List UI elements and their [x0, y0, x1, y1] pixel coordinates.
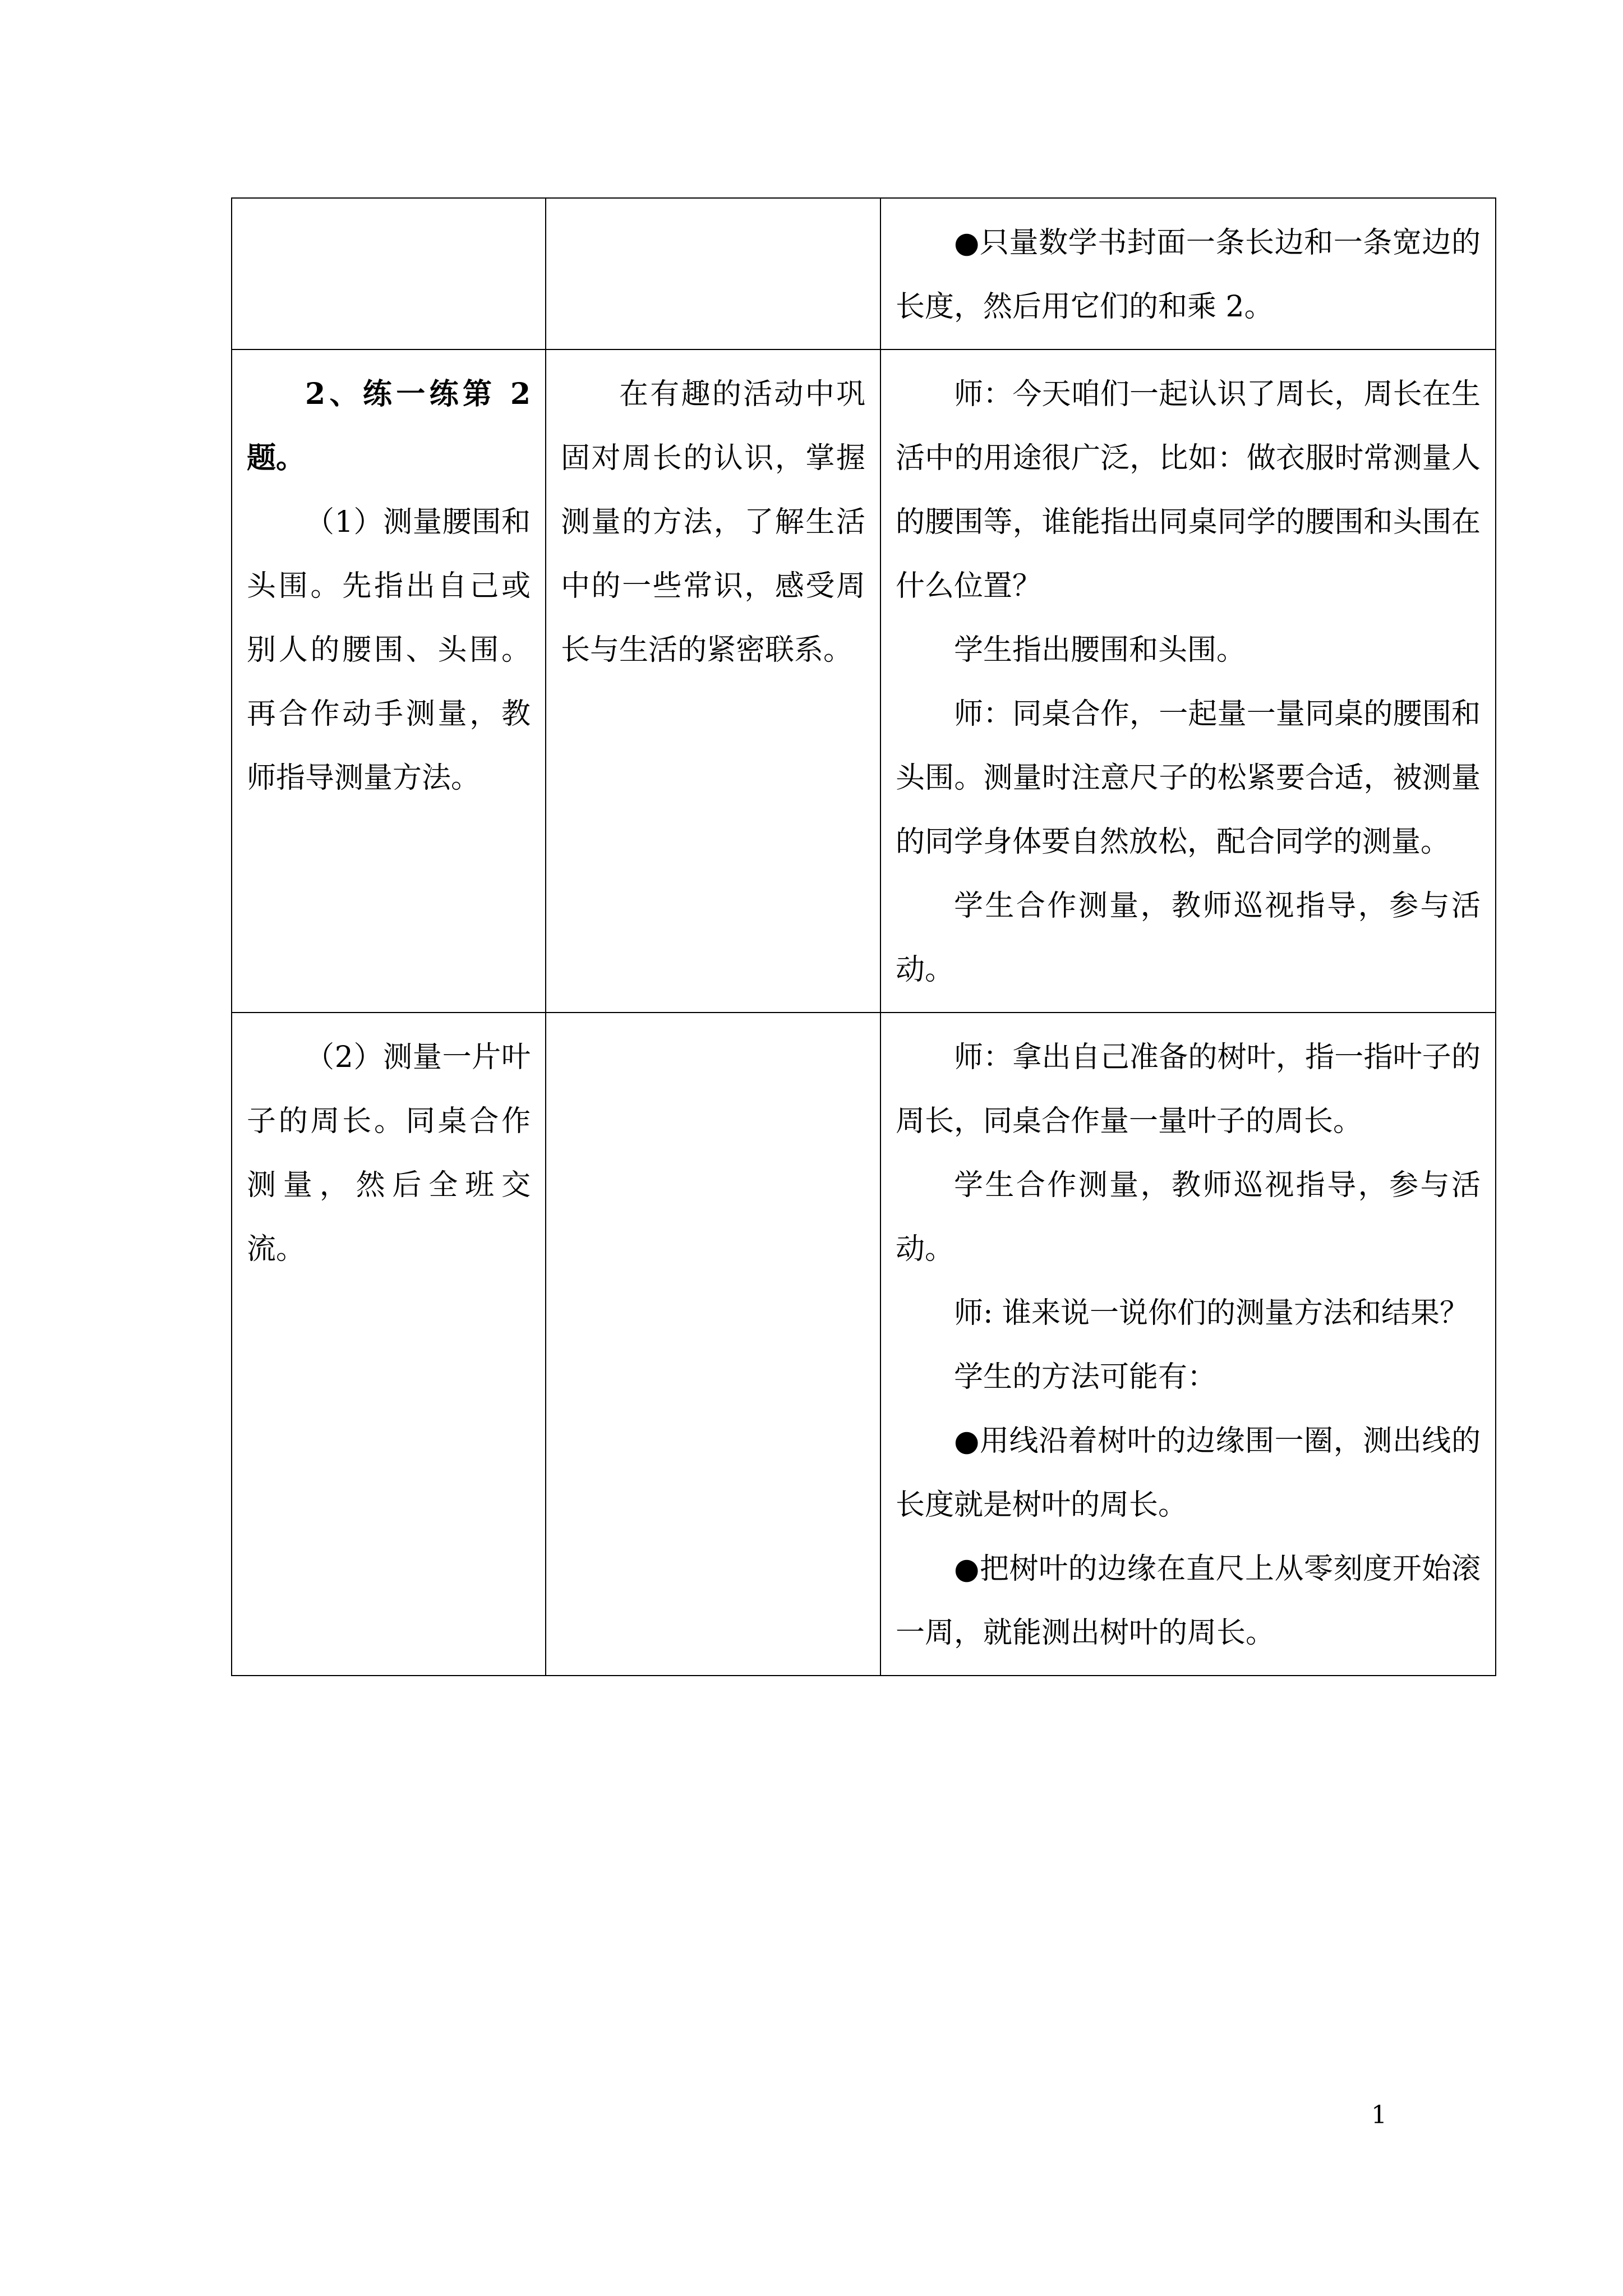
paragraph: 学生的方法可能有：	[954, 1360, 1217, 1394]
lesson-plan-table	[231, 197, 1496, 1676]
paragraph: （2）测量一片叶子的周长。同桌合作测量，然后全班交流。	[247, 1041, 531, 1266]
page-number: 1	[1371, 2101, 1387, 2129]
purpose-cell	[546, 198, 880, 349]
purpose-cell	[546, 349, 880, 1013]
paragraph: ●只量数学书封面一条长边和一条宽边的长度，然后用它们的和乘 2。	[896, 226, 1481, 324]
table-row	[232, 198, 1496, 349]
table-row	[232, 349, 1496, 1013]
paragraph: 师: 谁来说一说你们的测量方法和结果？	[954, 1296, 1469, 1330]
paragraph: 学生合作测量，教师巡视指导，参与活动。	[896, 1168, 1481, 1266]
process-cell	[880, 349, 1496, 1013]
paragraph: 学生指出腰围和头围。	[954, 633, 1246, 667]
paragraph: ●用线沿着树叶的边缘围一圈，测出线的长度就是树叶的周长。	[896, 1424, 1481, 1522]
paragraph: 师：今天咱们一起认识了周长，周长在生活中的用途很广泛，比如：做衣服时常测量人的腰围等，谁能指出同桌同学的腰围和头围在什么位置？	[896, 378, 1481, 603]
purpose-cell	[546, 1013, 880, 1676]
paragraph: 在有趣的活动中巩固对周长的认识，掌握测量的方法，了解生活中的一些常识，感受周长与生活的紧密联系。	[561, 378, 865, 667]
activity-cell	[232, 1013, 546, 1676]
paragraph: 师：同桌合作，一起量一量同桌的腰围和头围。测量时注意尺子的松紧要合适，被测量的同学身体要自然放松，配合同学的测量。	[896, 697, 1481, 859]
activity-cell	[232, 349, 546, 1013]
table-row	[232, 1013, 1496, 1676]
activity-cell	[232, 198, 546, 349]
paragraph: 学生合作测量，教师巡视指导，参与活动。	[896, 889, 1481, 987]
paragraph: （1）测量腰围和头围。先指出自己或别人的腰围、头围。再合作动手测量，教师指导测量方法。	[247, 505, 531, 795]
process-cell	[880, 198, 1496, 349]
paragraph: 师：拿出自己准备的树叶，指一指叶子的周长，同桌合作量一量叶子的周长。	[896, 1041, 1481, 1138]
exercise-title: 2、练一练第 2 题。	[247, 377, 531, 475]
process-cell	[880, 1013, 1496, 1676]
paragraph: ●把树叶的边缘在直尺上从零刻度开始滚一周，就能测出树叶的周长。	[896, 1552, 1481, 1650]
